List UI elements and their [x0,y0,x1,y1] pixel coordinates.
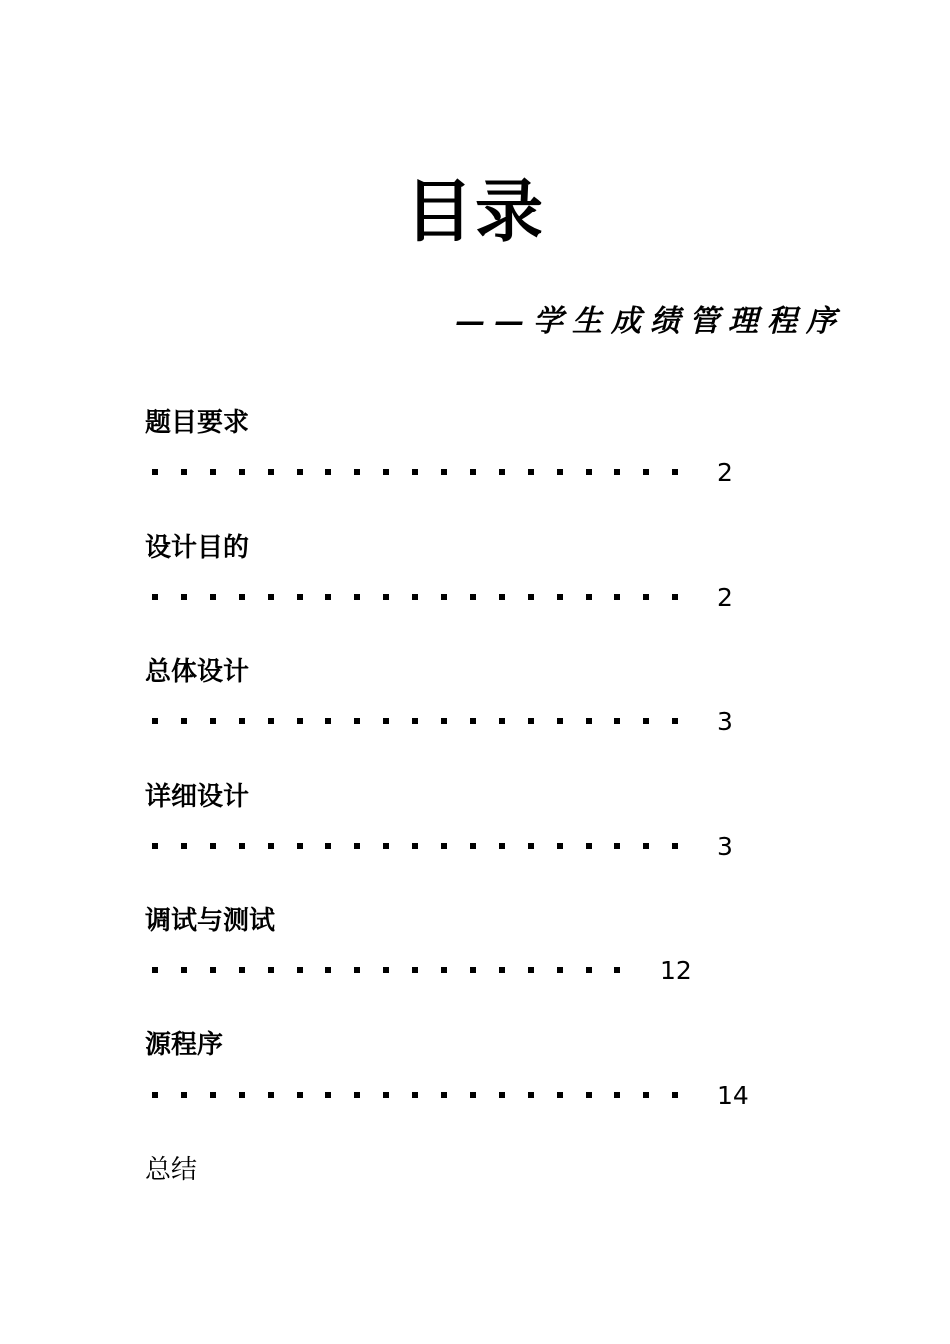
leader-dot [470,967,476,973]
leader-dot [557,594,563,600]
leader-dot [268,1092,274,1098]
toc-page-number: 2 [717,583,733,612]
leader-dot [383,469,389,475]
leader-dot [672,718,678,724]
leader-dot [499,718,505,724]
leader-dot [268,469,274,475]
leader-dot [152,469,158,475]
leader-dot [470,469,476,475]
leader-dot [586,718,592,724]
toc-entry-label: 题目要求 [145,408,250,438]
leader-dot [528,967,534,973]
leader-dot [441,594,447,600]
toc-page-number: 3 [717,832,733,861]
leader-dot [614,1092,620,1098]
leader-dot [181,967,187,973]
leader-dot [239,967,245,973]
leader-dot [441,469,447,475]
leader-dot [470,843,476,849]
leader-dot [297,1092,303,1098]
leader-dot [210,594,216,600]
leader-dot [297,469,303,475]
leader-dot [383,967,389,973]
leader-dot [557,843,563,849]
leader-dot [672,594,678,600]
leader-dot [470,594,476,600]
leader-dot [383,843,389,849]
leader-dot [499,1092,505,1098]
leader-dot [557,718,563,724]
leader-dot [210,1092,216,1098]
toc-page-number: 12 [660,956,692,985]
leader-dot [239,843,245,849]
toc-page-number: 3 [717,707,733,736]
leader-dot [499,967,505,973]
leader-dot [210,718,216,724]
leader-dot [528,1092,534,1098]
leader-dot [181,718,187,724]
leader-dot [268,718,274,724]
toc-entry-label: 详细设计 [145,782,250,812]
leader-dot [268,967,274,973]
leader-dot [672,1092,678,1098]
leader-dot [354,718,360,724]
leader-dot [152,967,158,973]
leader-dot [181,469,187,475]
leader-dot [297,594,303,600]
leader-dot [557,967,563,973]
leader-dot [643,469,649,475]
toc-title: 目录 [404,173,545,252]
leader-dot [412,594,418,600]
leader-dot [614,967,620,973]
leader-dot [325,469,331,475]
leader-dot [586,469,592,475]
leader-dot [239,718,245,724]
leader-dot [354,469,360,475]
leader-dot [268,843,274,849]
leader-dot [412,967,418,973]
toc-entry-label: 调试与测试 [145,906,276,936]
leader-dot [643,594,649,600]
leader-dot [499,594,505,600]
leader-dot [181,594,187,600]
leader-dot [470,718,476,724]
leader-dot [325,843,331,849]
leader-dot [412,1092,418,1098]
leader-dot [643,718,649,724]
leader-dot [210,967,216,973]
leader-dot [268,594,274,600]
leader-dot [528,469,534,475]
leader-dot [383,1092,389,1098]
leader-dot [297,843,303,849]
leader-dot [614,718,620,724]
leader-dot [614,843,620,849]
leader-dot [239,594,245,600]
leader-dot [210,843,216,849]
leader-dot [412,843,418,849]
leader-dot [383,718,389,724]
leader-dot [325,967,331,973]
leader-dot [586,843,592,849]
leader-dot [441,718,447,724]
leader-dot [325,718,331,724]
leader-dot [586,594,592,600]
leader-dot [586,967,592,973]
leader-dot [210,469,216,475]
leader-dot [239,1092,245,1098]
toc-final-entry: 总结 [145,1155,198,1185]
leader-dot [614,469,620,475]
toc-entry-label: 设计目的 [145,533,250,563]
leader-dot [441,967,447,973]
leader-dot [181,1092,187,1098]
leader-dot [354,594,360,600]
leader-dot [672,843,678,849]
toc-entry-label: 总体设计 [145,657,250,687]
leader-dot [557,469,563,475]
leader-dot [383,594,389,600]
toc-page-number: 14 [717,1081,749,1110]
leader-dot [643,1092,649,1098]
leader-dot [586,1092,592,1098]
leader-dot [412,718,418,724]
leader-dot [412,469,418,475]
leader-dot [152,1092,158,1098]
toc-entry-label: 源程序 [145,1030,224,1060]
leader-dot [152,718,158,724]
leader-dot [325,594,331,600]
leader-dot [528,718,534,724]
leader-dot [470,1092,476,1098]
leader-dot [297,718,303,724]
toc-page-number: 2 [717,458,733,487]
toc-subtitle: ——学生成绩管理程序 [455,304,845,339]
leader-dot [239,469,245,475]
leader-dot [528,594,534,600]
leader-dot [181,843,187,849]
leader-dot [672,469,678,475]
leader-dot [528,843,534,849]
leader-dot [614,594,620,600]
leader-dot [441,843,447,849]
leader-dot [354,843,360,849]
leader-dot [441,1092,447,1098]
leader-dot [354,1092,360,1098]
leader-dot [557,1092,563,1098]
leader-dot [499,469,505,475]
leader-dot [354,967,360,973]
leader-dot [152,594,158,600]
leader-dot [297,967,303,973]
leader-dot [643,843,649,849]
leader-dot [152,843,158,849]
leader-dot [499,843,505,849]
leader-dot [325,1092,331,1098]
